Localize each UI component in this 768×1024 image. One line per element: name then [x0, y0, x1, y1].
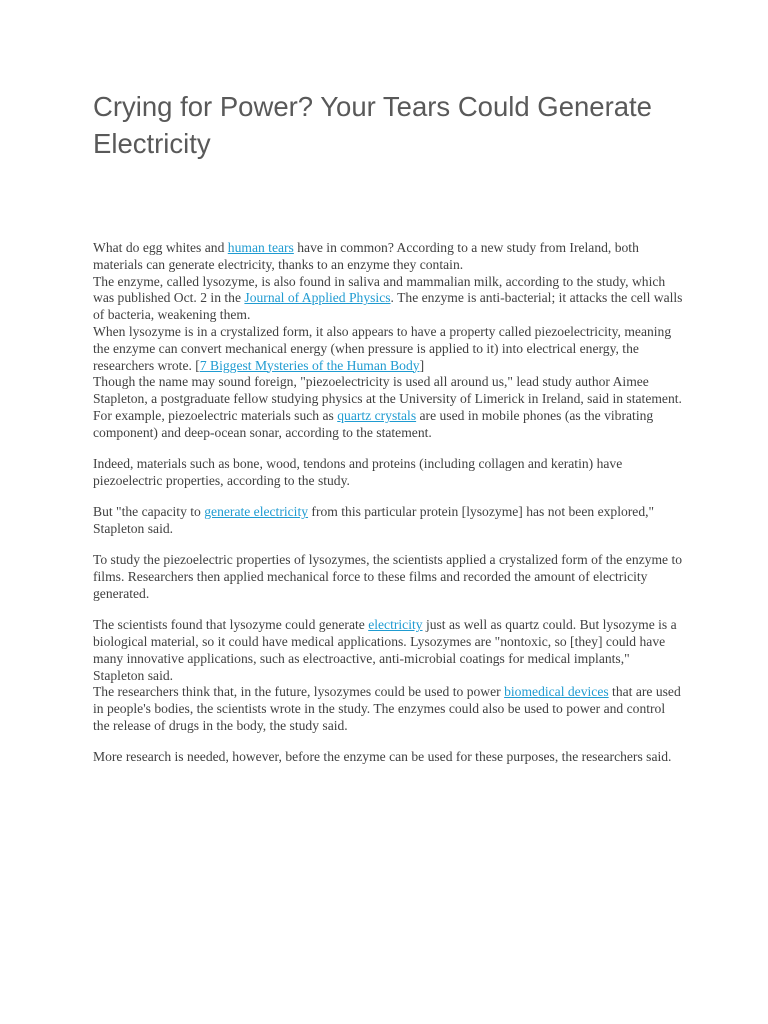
paragraph: Though the name may sound foreign, "piezoelectricity is used all around us," lead study author Aimee Stapleton, a postgraduate fellow studying physics at the University of Limerick in Ireland, said in statement. For example, piezoelectric materials such as quartz crystals are used in mobile phones (as the vibrating component) and deep-ocean sonar, according to the statement.: [93, 374, 682, 440]
paragraph: The researchers think that, in the future, lysozymes could be used to power biomedical devices that are used in people's bodies, the scientists wrote in the study. The enzymes could also be used to power and control the release of drugs in the body, the study said.: [93, 684, 681, 733]
link-journal-applied-physics[interactable]: Journal of Applied Physics: [244, 290, 391, 306]
link-human-tears[interactable]: human tears: [227, 240, 294, 255]
link-electricity[interactable]: electricity: [368, 617, 423, 633]
paragraph: Indeed, materials such as bone, wood, tendons and proteins (including collagen and keratin) have piezoelectric properties, according to the study.: [93, 456, 623, 488]
paragraph: More research is needed, however, before the enzyme can be used for these purposes, the researchers said.: [93, 749, 672, 765]
paragraph: But "the capacity to generate electricity from this particular protein [lysozyme] has not been explored," Stapleton said.: [93, 504, 655, 536]
link-generate-electricity[interactable]: generate electricity: [204, 504, 309, 520]
paragraph: The enzyme, called lysozyme, is also found in saliva and mammalian milk, according to the study, which was published Oct. 2 in the Journal of Applied Physics. The enzyme is anti-bacterial; it attacks the cell walls of bacteria, weakening them.: [93, 273, 683, 323]
link-biggest-mysteries[interactable]: 7 Biggest Mysteries of the Human Body: [199, 357, 420, 373]
paragraph: What do egg whites and human tears have in common? According to a new study from Ireland, both materials can generate electricity, thanks to an enzyme they contain.: [93, 240, 639, 272]
article-title: Crying for Power? Your Tears Could Generate Electricity: [93, 91, 652, 159]
link-biomedical-devices[interactable]: biomedical devices: [504, 684, 609, 700]
paragraph: When lysozyme is in a crystalized form, it also appears to have a property called piezoelectricity, meaning the enzyme can convert mechanical energy (when pressure is applied to it) into electrical energy, the researchers wrote. [7 Biggest Mysteries of the Human Body]: [93, 323, 672, 373]
article-body: [93, 240, 683, 766]
paragraph: To study the piezoelectric properties of lysozymes, the scientists applied a crystalized form of the enzyme to films. Researchers then applied mechanical force to these films and recorded the amount of electricity generated.: [93, 552, 683, 601]
paragraph: The scientists found that lysozyme could generate electricity just as well as quartz could. But lysozyme is a biological material, so it could have medical applications. Lysozymes are "nontoxic, so [they] could have many innovative applications, such as electroactive, anti-microbial coatings for medical implants," Stapleton said.: [93, 617, 677, 683]
link-quartz-crystals[interactable]: quartz crystals: [337, 407, 417, 423]
